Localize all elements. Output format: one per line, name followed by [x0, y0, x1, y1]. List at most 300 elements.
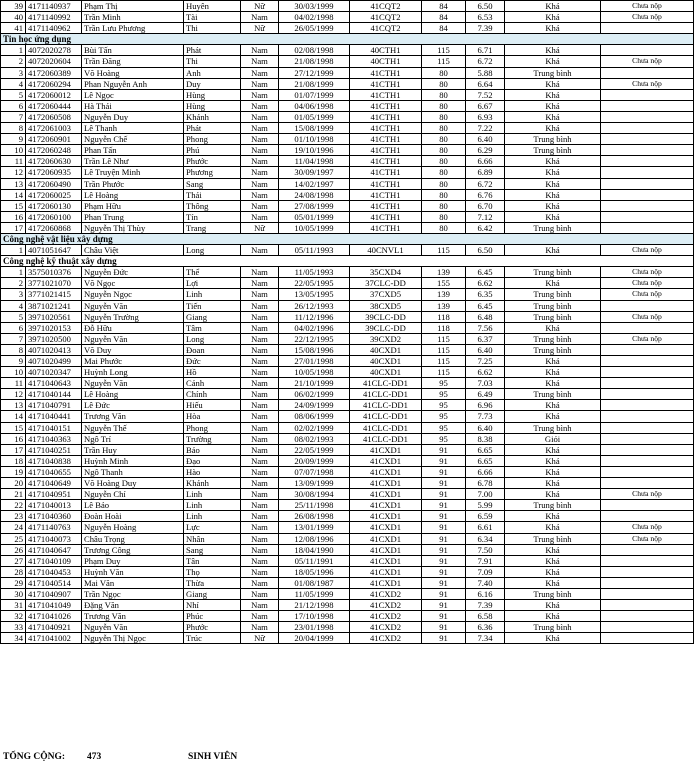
stt-cell: 22 — [1, 500, 26, 511]
note-cell — [601, 367, 694, 378]
student-id-cell: 4172061003 — [26, 123, 82, 134]
last-name-cell: Phan Trung — [82, 211, 184, 222]
gpa-cell: 6.61 — [466, 522, 505, 533]
note-cell — [601, 555, 694, 566]
table-row — [1, 111, 694, 122]
student-id-cell: 4172060901 — [26, 134, 82, 145]
stt-cell: 40 — [1, 12, 26, 23]
last-name-cell: Võ Hoàng Duy — [82, 478, 184, 489]
first-name-cell: Cảnh — [184, 378, 241, 389]
last-name-cell: Lê Hoàng — [82, 189, 184, 200]
section-title: Tin học ứng dụng — [1, 34, 694, 45]
student-id-cell: 4171040647 — [26, 544, 82, 555]
table-row — [1, 600, 694, 611]
last-name-cell: Trần Ngọc — [82, 588, 184, 599]
note-cell — [601, 500, 694, 511]
gpa-cell: 6.53 — [466, 12, 505, 23]
first-name-cell: Thi — [184, 23, 241, 34]
birth-date-cell: 27/08/1999 — [279, 200, 350, 211]
first-name-cell: Thái — [184, 189, 241, 200]
stt-cell: 24 — [1, 522, 26, 533]
class-cell: 41CXD1 — [350, 500, 422, 511]
gpa-cell: 6.62 — [466, 278, 505, 289]
first-name-cell: Nhí — [184, 600, 241, 611]
birth-date-cell: 01/05/1999 — [279, 111, 350, 122]
credits-cell: 91 — [422, 544, 466, 555]
student-id-cell: 4171040360 — [26, 511, 82, 522]
total-summary — [0, 750, 700, 764]
class-cell: 41CXD1 — [350, 555, 422, 566]
gender-cell: Nam — [241, 67, 279, 78]
last-name-cell: Lê Hoàng — [82, 389, 184, 400]
last-name-cell: Đỗ Hữu — [82, 322, 184, 333]
student-id-cell: 4171040144 — [26, 389, 82, 400]
student-id-cell: 4172060012 — [26, 89, 82, 100]
gpa-cell: 6.66 — [466, 156, 505, 167]
credits-cell: 80 — [422, 145, 466, 156]
table-row — [1, 522, 694, 533]
student-id-cell: 4171040951 — [26, 489, 82, 500]
credits-cell: 80 — [422, 211, 466, 222]
stt-cell: 9 — [1, 356, 26, 367]
gpa-cell: 6.65 — [466, 455, 505, 466]
note-cell — [601, 633, 694, 644]
note-cell — [601, 544, 694, 555]
last-name-cell: Châu Trọng — [82, 533, 184, 544]
class-cell: 41CXD1 — [350, 489, 422, 500]
gender-cell: Nữ — [241, 1, 279, 12]
first-name-cell: Giang — [184, 588, 241, 599]
table-row — [1, 222, 694, 233]
last-name-cell: Lê Đức — [82, 400, 184, 411]
first-name-cell: Hòa — [184, 411, 241, 422]
student-id-cell: 4172060100 — [26, 211, 82, 222]
gender-cell: Nam — [241, 300, 279, 311]
gpa-cell: 6.70 — [466, 200, 505, 211]
class-cell: 41CXD2 — [350, 633, 422, 644]
table-row — [1, 344, 694, 355]
table-row — [1, 189, 694, 200]
gender-cell: Nam — [241, 622, 279, 633]
gender-cell: Nam — [241, 411, 279, 422]
gender-cell: Nam — [241, 400, 279, 411]
birth-date-cell: 17/10/1998 — [279, 611, 350, 622]
note-cell: Chưa nộp — [601, 533, 694, 544]
first-name-cell: Long — [184, 245, 241, 256]
last-name-cell: Lê Truyện Minh — [82, 167, 184, 178]
classification-cell: Trung bình — [505, 588, 601, 599]
student-id-cell: 4172060294 — [26, 78, 82, 89]
stt-cell: 14 — [1, 411, 26, 422]
first-name-cell: Phú — [184, 145, 241, 156]
class-cell: 39CLC-DD — [350, 311, 422, 322]
stt-cell: 17 — [1, 222, 26, 233]
first-name-cell: Long — [184, 333, 241, 344]
credits-cell: 115 — [422, 45, 466, 56]
birth-date-cell: 11/05/1993 — [279, 267, 350, 278]
birth-date-cell: 27/12/1999 — [279, 67, 350, 78]
table-row — [1, 622, 694, 633]
stt-cell: 11 — [1, 156, 26, 167]
classification-cell: Khá — [505, 544, 601, 555]
credits-cell: 115 — [422, 356, 466, 367]
stt-cell: 2 — [1, 56, 26, 67]
credits-cell: 80 — [422, 134, 466, 145]
class-cell: 39CXD2 — [350, 333, 422, 344]
gender-cell: Nam — [241, 344, 279, 355]
class-cell: 41CXD1 — [350, 522, 422, 533]
unit-label: SINH VIÊN — [188, 752, 238, 762]
credits-cell: 80 — [422, 189, 466, 200]
credits-cell: 84 — [422, 23, 466, 34]
gender-cell: Nam — [241, 455, 279, 466]
table-row — [1, 12, 694, 23]
credits-cell: 91 — [422, 522, 466, 533]
student-id-cell: 4171140937 — [26, 1, 82, 12]
first-name-cell: Tài — [184, 12, 241, 23]
student-id-cell: 4171040643 — [26, 378, 82, 389]
table-row — [1, 533, 694, 544]
birth-date-cell: 08/06/1999 — [279, 411, 350, 422]
class-cell: 41CXD1 — [350, 478, 422, 489]
student-id-cell: 4171041049 — [26, 600, 82, 611]
table-row — [1, 422, 694, 433]
classification-cell: Trung bình — [505, 145, 601, 156]
note-cell — [601, 455, 694, 466]
last-name-cell: Trần Lê Như — [82, 156, 184, 167]
gpa-cell: 6.65 — [466, 444, 505, 455]
credits-cell: 95 — [422, 422, 466, 433]
note-cell — [601, 67, 694, 78]
gpa-cell: 6.76 — [466, 189, 505, 200]
class-cell: 41CXD1 — [350, 511, 422, 522]
stt-cell: 3 — [1, 67, 26, 78]
birth-date-cell: 01/07/1999 — [279, 89, 350, 100]
classification-cell: Trung bình — [505, 500, 601, 511]
first-name-cell: Linh — [184, 489, 241, 500]
first-name-cell: Phước — [184, 622, 241, 633]
student-id-cell: 3971020561 — [26, 311, 82, 322]
note-cell: Chưa nộp — [601, 267, 694, 278]
gpa-cell: 6.72 — [466, 56, 505, 67]
class-cell: 41CTH1 — [350, 222, 422, 233]
gender-cell: Nam — [241, 200, 279, 211]
table-row — [1, 511, 694, 522]
note-cell — [601, 378, 694, 389]
note-cell — [601, 100, 694, 111]
credits-cell: 95 — [422, 389, 466, 400]
first-name-cell: Thi — [184, 56, 241, 67]
table-row — [1, 78, 694, 89]
classification-cell: Trung bình — [505, 289, 601, 300]
last-name-cell: Lê Thanh — [82, 123, 184, 134]
note-cell — [601, 156, 694, 167]
student-id-cell: 4172060630 — [26, 156, 82, 167]
first-name-cell: Lợi — [184, 278, 241, 289]
credits-cell: 80 — [422, 67, 466, 78]
note-cell — [601, 400, 694, 411]
classification-cell: Trung bình — [505, 344, 601, 355]
credits-cell: 118 — [422, 322, 466, 333]
last-name-cell: Nguyễn Văn — [82, 622, 184, 633]
classification-cell: Khá — [505, 278, 601, 289]
class-cell: 38CXD5 — [350, 300, 422, 311]
student-id-cell: 4072020278 — [26, 45, 82, 56]
note-cell — [601, 45, 694, 56]
gpa-cell: 6.59 — [466, 511, 505, 522]
gpa-cell: 7.56 — [466, 322, 505, 333]
first-name-cell: Đạo — [184, 455, 241, 466]
class-cell: 41CXD1 — [350, 566, 422, 577]
credits-cell: 95 — [422, 400, 466, 411]
class-cell: 41CQT2 — [350, 23, 422, 34]
gpa-cell: 6.89 — [466, 167, 505, 178]
note-cell: Chưa nộp — [601, 12, 694, 23]
student-id-cell: 3971020500 — [26, 333, 82, 344]
stt-cell: 16 — [1, 211, 26, 222]
last-name-cell: Đặng Văn — [82, 600, 184, 611]
gpa-cell: 6.67 — [466, 100, 505, 111]
class-cell: 41CLC-DD1 — [350, 411, 422, 422]
gender-cell: Nam — [241, 577, 279, 588]
birth-date-cell: 10/05/1998 — [279, 367, 350, 378]
class-cell: 41CLC-DD1 — [350, 389, 422, 400]
student-id-cell: 4171041002 — [26, 633, 82, 644]
table-row — [1, 23, 694, 34]
class-cell: 41CTH1 — [350, 178, 422, 189]
stt-cell: 14 — [1, 189, 26, 200]
birth-date-cell: 05/11/1993 — [279, 245, 350, 256]
note-cell — [601, 389, 694, 400]
gpa-cell: 6.40 — [466, 344, 505, 355]
gender-cell: Nam — [241, 111, 279, 122]
credits-cell: 91 — [422, 577, 466, 588]
first-name-cell: Bảo — [184, 444, 241, 455]
stt-cell: 34 — [1, 633, 26, 644]
gender-cell: Nữ — [241, 222, 279, 233]
gender-cell: Nam — [241, 78, 279, 89]
class-cell: 41CTH1 — [350, 123, 422, 134]
gpa-cell: 6.40 — [466, 422, 505, 433]
last-name-cell: Phạm Hữu — [82, 200, 184, 211]
first-name-cell: Linh — [184, 500, 241, 511]
class-cell: 41CXD2 — [350, 600, 422, 611]
stt-cell: 15 — [1, 200, 26, 211]
note-cell — [601, 134, 694, 145]
classification-cell: Khá — [505, 100, 601, 111]
table-row — [1, 555, 694, 566]
first-name-cell: Trường — [184, 433, 241, 444]
birth-date-cell: 26/05/1999 — [279, 23, 350, 34]
note-cell: Chưa nộp — [601, 311, 694, 322]
note-cell: Chưa nộp — [601, 489, 694, 500]
classification-cell: Khá — [505, 189, 601, 200]
class-cell: 41CTH1 — [350, 211, 422, 222]
student-id-cell: 4071020413 — [26, 344, 82, 355]
note-cell — [601, 444, 694, 455]
birth-date-cell: 12/08/1996 — [279, 533, 350, 544]
stt-cell: 11 — [1, 378, 26, 389]
last-name-cell: Trần Huy — [82, 444, 184, 455]
classification-cell: Trung bình — [505, 67, 601, 78]
credits-cell: 91 — [422, 588, 466, 599]
student-id-cell: 4071051647 — [26, 245, 82, 256]
gender-cell: Nữ — [241, 23, 279, 34]
gender-cell: Nam — [241, 367, 279, 378]
credits-cell: 118 — [422, 311, 466, 322]
classification-cell: Khá — [505, 466, 601, 477]
gpa-cell: 7.09 — [466, 566, 505, 577]
birth-date-cell: 15/08/1999 — [279, 123, 350, 134]
last-name-cell: Lê Ngọc — [82, 89, 184, 100]
gender-cell: Nam — [241, 267, 279, 278]
birth-date-cell: 14/02/1997 — [279, 178, 350, 189]
gender-cell: Nam — [241, 555, 279, 566]
first-name-cell: Anh — [184, 67, 241, 78]
table-row — [1, 577, 694, 588]
birth-date-cell: 04/02/1998 — [279, 12, 350, 23]
gpa-cell: 5.88 — [466, 67, 505, 78]
note-cell: Chưa nộp — [601, 78, 694, 89]
note-cell — [601, 356, 694, 367]
first-name-cell: Sang — [184, 544, 241, 555]
table-row — [1, 56, 694, 67]
class-cell: 41CLC-DD1 — [350, 422, 422, 433]
last-name-cell: Trần Đăng — [82, 56, 184, 67]
student-id-cell: 4171140763 — [26, 522, 82, 533]
stt-cell: 28 — [1, 566, 26, 577]
last-name-cell: Lê Bảo — [82, 500, 184, 511]
stt-cell: 21 — [1, 489, 26, 500]
class-cell: 41CXD1 — [350, 577, 422, 588]
first-name-cell: Hùng — [184, 89, 241, 100]
stt-cell: 8 — [1, 123, 26, 134]
stt-cell: 4 — [1, 78, 26, 89]
class-cell: 41CXD2 — [350, 622, 422, 633]
student-id-cell: 4171040907 — [26, 588, 82, 599]
first-name-cell: Hiếu — [184, 400, 241, 411]
class-cell: 41CXD1 — [350, 466, 422, 477]
last-name-cell: Trần Minh — [82, 12, 184, 23]
last-name-cell: Nguyễn Thị Ngọc — [82, 633, 184, 644]
table-row — [1, 289, 694, 300]
gpa-cell: 6.45 — [466, 300, 505, 311]
note-cell — [601, 600, 694, 611]
last-name-cell: Phan Tấn — [82, 145, 184, 156]
note-cell — [601, 411, 694, 422]
note-cell — [601, 23, 694, 34]
stt-cell: 10 — [1, 145, 26, 156]
gpa-cell: 6.50 — [466, 1, 505, 12]
classification-cell: Trung bình — [505, 311, 601, 322]
gpa-cell: 6.72 — [466, 178, 505, 189]
note-cell — [601, 178, 694, 189]
class-cell: 40CXD1 — [350, 356, 422, 367]
classification-cell: Khá — [505, 411, 601, 422]
gpa-cell: 6.36 — [466, 622, 505, 633]
table-row — [1, 278, 694, 289]
note-cell: Chưa nộp — [601, 289, 694, 300]
birth-date-cell: 23/01/1998 — [279, 622, 350, 633]
student-id-cell: 4171040441 — [26, 411, 82, 422]
credits-cell: 115 — [422, 56, 466, 67]
stt-cell: 32 — [1, 611, 26, 622]
stt-cell: 2 — [1, 278, 26, 289]
birth-date-cell: 20/04/1999 — [279, 633, 350, 644]
birth-date-cell: 13/05/1995 — [279, 289, 350, 300]
birth-date-cell: 22/12/1995 — [279, 333, 350, 344]
note-cell — [601, 344, 694, 355]
gpa-cell: 7.40 — [466, 577, 505, 588]
stt-cell: 23 — [1, 511, 26, 522]
birth-date-cell: 26/08/1998 — [279, 511, 350, 522]
class-cell: 41CQT2 — [350, 12, 422, 23]
first-name-cell: Trúc — [184, 633, 241, 644]
gender-cell: Nam — [241, 566, 279, 577]
gender-cell: Nam — [241, 178, 279, 189]
last-name-cell: Nguyễn Văn — [82, 300, 184, 311]
gender-cell: Nam — [241, 89, 279, 100]
note-cell — [601, 566, 694, 577]
last-name-cell: Trương Văn — [82, 611, 184, 622]
credits-cell: 91 — [422, 611, 466, 622]
student-id-cell: 4171040838 — [26, 455, 82, 466]
table-row — [1, 156, 694, 167]
stt-cell: 7 — [1, 333, 26, 344]
gpa-cell: 6.42 — [466, 222, 505, 233]
class-cell: 41CTH1 — [350, 134, 422, 145]
last-name-cell: Võ Duy — [82, 344, 184, 355]
student-id-cell: 4171040514 — [26, 577, 82, 588]
birth-date-cell: 20/09/1999 — [279, 455, 350, 466]
birth-date-cell: 18/04/1990 — [279, 544, 350, 555]
credits-cell: 80 — [422, 156, 466, 167]
class-cell: 40CXD1 — [350, 344, 422, 355]
classification-cell: Khá — [505, 455, 601, 466]
table-row — [1, 633, 694, 644]
gpa-cell: 7.25 — [466, 356, 505, 367]
first-name-cell: Nhân — [184, 533, 241, 544]
stt-cell: 5 — [1, 89, 26, 100]
last-name-cell: Châu Việt — [82, 245, 184, 256]
stt-cell: 25 — [1, 533, 26, 544]
credits-cell: 80 — [422, 222, 466, 233]
note-cell — [601, 511, 694, 522]
gender-cell: Nam — [241, 322, 279, 333]
gpa-cell: 6.16 — [466, 588, 505, 599]
table-row — [1, 145, 694, 156]
last-name-cell: Đoàn Hoài — [82, 511, 184, 522]
classification-cell: Trung bình — [505, 134, 601, 145]
stt-cell: 9 — [1, 134, 26, 145]
note-cell — [601, 433, 694, 444]
table-row — [1, 389, 694, 400]
first-name-cell: Sang — [184, 178, 241, 189]
classification-cell: Khá — [505, 89, 601, 100]
birth-date-cell: 15/08/1996 — [279, 344, 350, 355]
note-cell — [601, 622, 694, 633]
birth-date-cell: 21/10/1999 — [279, 378, 350, 389]
birth-date-cell: 04/06/1998 — [279, 100, 350, 111]
table-row — [1, 466, 694, 477]
section-header — [1, 256, 694, 267]
gender-cell: Nam — [241, 378, 279, 389]
classification-cell: Giỏi — [505, 433, 601, 444]
classification-cell: Khá — [505, 1, 601, 12]
gpa-cell: 6.93 — [466, 111, 505, 122]
last-name-cell: Nguyễn Trường — [82, 311, 184, 322]
classification-cell: Trung bình — [505, 422, 601, 433]
